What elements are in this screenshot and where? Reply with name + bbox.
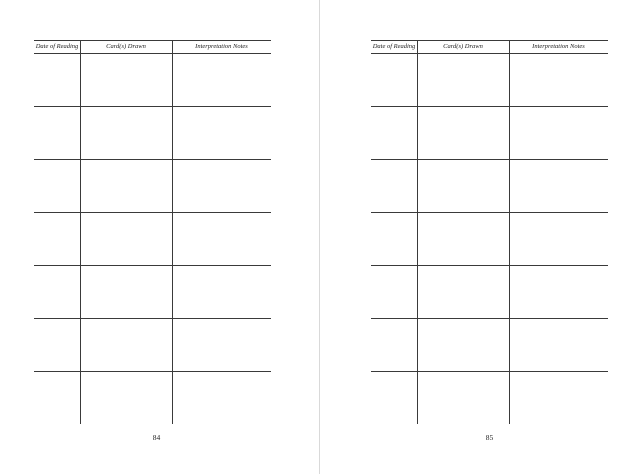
table-top-rule xyxy=(34,40,271,41)
column-header-date: Date of Reading xyxy=(35,43,79,50)
table-row xyxy=(34,372,271,424)
table-row xyxy=(34,319,271,371)
table-row xyxy=(371,372,608,424)
table-row xyxy=(371,319,608,371)
column-divider xyxy=(509,41,510,424)
reading-log-table xyxy=(371,40,608,424)
table-row xyxy=(371,160,608,212)
table-row xyxy=(371,213,608,265)
column-header-cards: Card(s) Drawn xyxy=(106,43,146,50)
column-header-cards: Card(s) Drawn xyxy=(443,43,483,50)
reading-log-table xyxy=(34,40,271,424)
table-row xyxy=(34,54,271,106)
table-row xyxy=(34,266,271,318)
table-top-rule xyxy=(371,40,608,41)
table-row xyxy=(34,107,271,159)
table-row xyxy=(371,107,608,159)
column-header-notes: Interpretation Notes xyxy=(532,43,585,50)
table-row xyxy=(371,54,608,106)
table-row xyxy=(34,160,271,212)
left-page xyxy=(0,0,319,474)
page-number: 84 xyxy=(152,433,161,442)
column-divider xyxy=(80,41,81,424)
column-header-notes: Interpretation Notes xyxy=(195,43,248,50)
page-number: 85 xyxy=(485,433,494,442)
column-divider xyxy=(172,41,173,424)
column-divider xyxy=(417,41,418,424)
table-row xyxy=(34,213,271,265)
table-row xyxy=(371,266,608,318)
column-header-date: Date of Reading xyxy=(372,43,416,50)
right-page xyxy=(320,0,639,474)
